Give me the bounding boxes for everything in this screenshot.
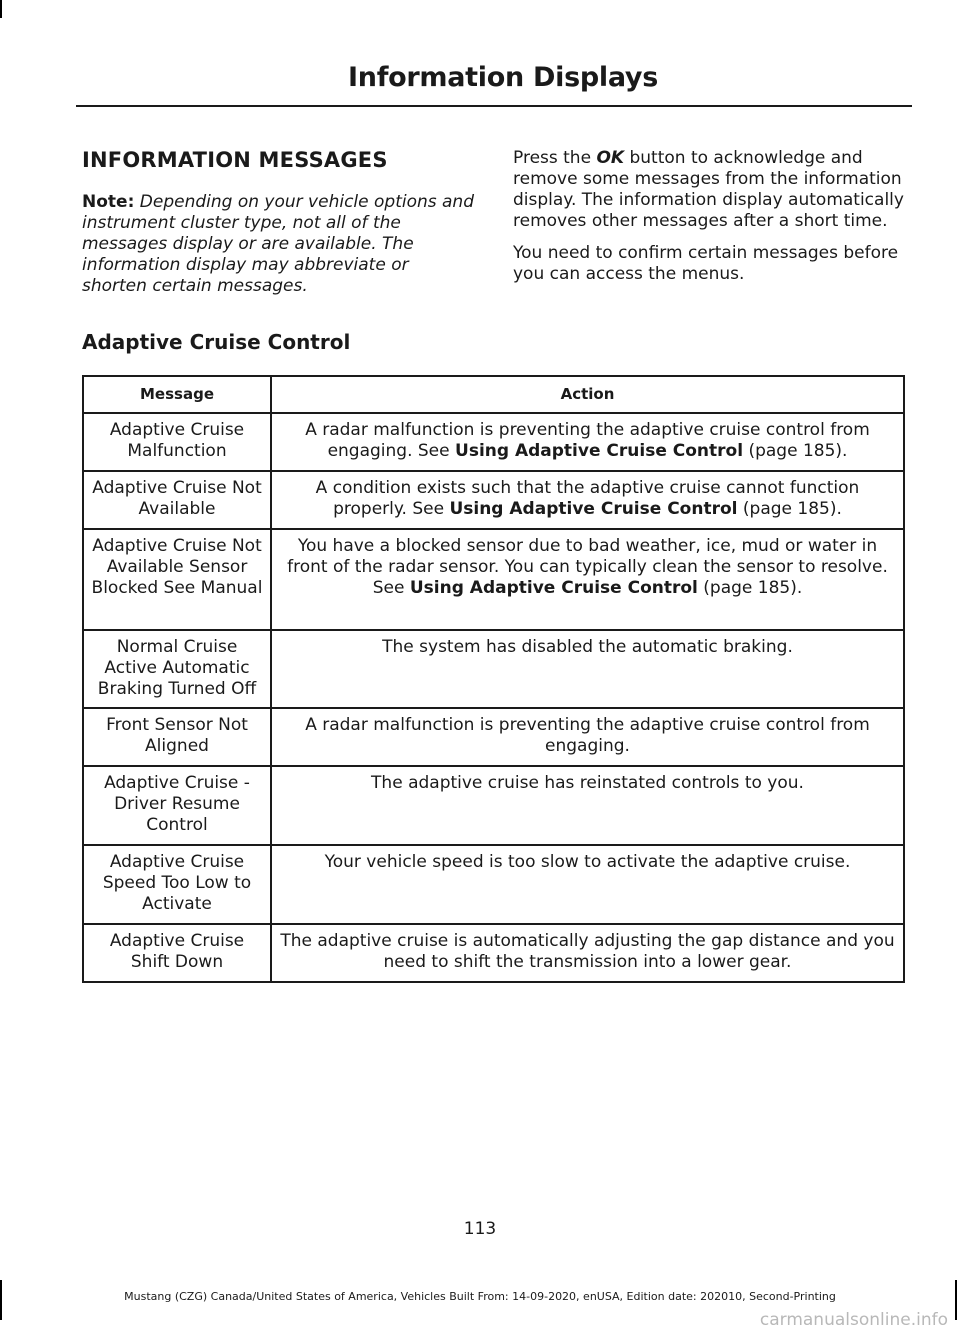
- messages-table: [82, 375, 905, 983]
- message-cell: Normal Cruise Active Automatic Braking Turned Off: [83, 630, 271, 708]
- action-cell: The adaptive cruise is automatically adjusting the gap distance and you need to shift the transmission into a lower gear.: [271, 924, 904, 982]
- cross-reference-link[interactable]: Using Adaptive Cruise Control: [409, 578, 698, 598]
- action-text: A condition exists such that the adaptive cruise cannot function properly. See: [315, 478, 860, 519]
- table-row: [83, 845, 904, 924]
- action-text: A radar malfunction is preventing the adaptive cruise control from engaging. See: [305, 420, 870, 461]
- page-reference: (page 185).: [742, 499, 842, 519]
- crop-mark-top-left: [0, 0, 2, 18]
- para1-prefix: Press the: [513, 148, 592, 168]
- message-cell: Adaptive Cruise Malfunction: [83, 413, 271, 471]
- left-column: [82, 148, 474, 297]
- note-text: Depending on your vehicle options and instrument cluster type, not all of the messages display or are available. The information display may abbreviate or shorten certain messages.: [82, 192, 474, 296]
- message-cell: Adaptive Cruise Speed Too Low to Activate: [83, 845, 271, 924]
- cross-reference-link[interactable]: Using Adaptive Cruise Control: [455, 441, 744, 461]
- table-row: [83, 708, 904, 766]
- action-cell: A radar malfunction is preventing the adaptive cruise control from engaging.: [271, 708, 904, 766]
- table-row: [83, 413, 904, 471]
- table-row: [83, 529, 904, 630]
- header-divider: [76, 105, 912, 107]
- action-cell: The adaptive cruise has reinstated controls to you.: [271, 766, 904, 845]
- table-header-row: [83, 376, 904, 413]
- para1-suffix: button to acknowledge and remove some messages from the information display. The information display automatically removes other messages after a short time.: [513, 148, 904, 231]
- message-cell: Adaptive Cruise Not Available Sensor Blocked See Manual: [83, 529, 271, 630]
- message-cell: Front Sensor Not Aligned: [83, 708, 271, 766]
- page-number: 113: [463, 1219, 497, 1239]
- confirm-paragraph: You need to confirm certain messages before you can access the menus.: [513, 243, 899, 284]
- table-row: [83, 630, 904, 708]
- action-cell: The system has disabled the automatic braking.: [271, 630, 904, 708]
- table-row: [83, 766, 904, 845]
- ok-button-label: OK: [596, 148, 625, 168]
- message-cell: Adaptive Cruise - Driver Resume Control: [83, 766, 271, 845]
- acknowledge-paragraph: [513, 148, 908, 232]
- action-cell: [271, 413, 904, 471]
- table-row: [83, 924, 904, 982]
- action-column-header: Action: [271, 376, 904, 413]
- table-row: [83, 471, 904, 529]
- watermark: carmanualsonline.info: [759, 1310, 948, 1330]
- action-cell: [271, 529, 904, 630]
- note-label: Note:: [82, 192, 135, 212]
- page-header-title: Information Displays: [348, 62, 658, 93]
- action-cell: [271, 471, 904, 529]
- action-text: You have a blocked sensor due to bad weather, ice, mud or water in front of the radar sensor. You can typically clean the sensor to resolve. See: [287, 536, 888, 598]
- subsection-title: Adaptive Cruise Control: [82, 330, 351, 354]
- section-title: INFORMATION MESSAGES: [82, 148, 388, 172]
- action-cell: Your vehicle speed is too slow to activate the adaptive cruise.: [271, 845, 904, 924]
- cross-reference-link[interactable]: Using Adaptive Cruise Control: [449, 499, 738, 519]
- message-column-header: Message: [83, 376, 271, 413]
- page-reference: (page 185).: [703, 578, 803, 598]
- note-paragraph: [82, 192, 474, 297]
- message-cell: Adaptive Cruise Not Available: [83, 471, 271, 529]
- page-reference: (page 185).: [748, 441, 848, 461]
- right-column: [513, 148, 908, 296]
- message-cell: Adaptive Cruise Shift Down: [83, 924, 271, 982]
- edition-footer: Mustang (CZG) Canada/United States of America, Vehicles Built From: 14-09-2020, enUSA, Edition date: 202010, Second-Printing: [124, 1290, 836, 1303]
